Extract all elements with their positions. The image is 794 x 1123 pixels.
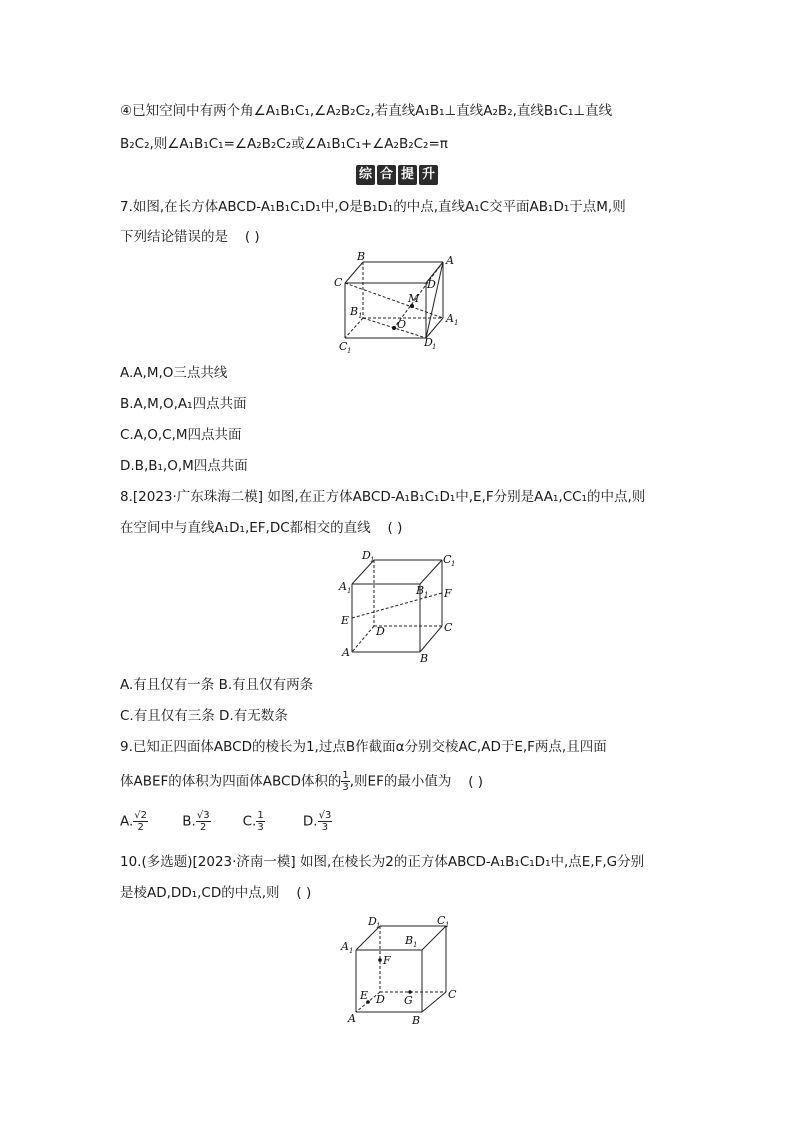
- q7-stem-text: 下列结论错误的是: [120, 229, 228, 245]
- label-sub: 1: [347, 587, 352, 595]
- q9-options: [120, 810, 359, 833]
- item4-line1: ④已知空间中有两个角∠A₁B₁C₁,∠A₂B₂C₂,若直线A₁B₁⊥直线A₂B₂,直线B₁C₁⊥直线: [120, 103, 613, 119]
- q10-figure-cube: [338, 912, 468, 1028]
- label-sub: 1: [347, 347, 352, 355]
- q7-figure-cuboid: [330, 250, 470, 360]
- q8-options-line2: C.有且仅有三条 D.有无数条: [120, 708, 288, 724]
- label-c: C: [448, 988, 457, 1001]
- q9-option-a: A. $\frac{√2}{2}$: [120, 810, 148, 833]
- label-sub: 1: [432, 343, 437, 351]
- label-f: F: [444, 587, 452, 600]
- label-sub: 1: [454, 319, 459, 327]
- label-e: E: [341, 614, 350, 627]
- label-g: G: [404, 994, 413, 1007]
- q8-stem-line1: 8.[2023·广东珠海二模] 如图,在正方体ABCD-A₁B₁C₁D₁中,E,F分别是AA₁,CC₁的中点,则: [120, 489, 646, 505]
- label-a1: A: [339, 580, 347, 593]
- label-e: E: [360, 989, 369, 1002]
- q8-stem-text: 在空间中与直线A₁D₁,EF,DC都相交的直线: [120, 520, 371, 536]
- label-a: A: [446, 254, 454, 267]
- banner-char: 合: [377, 165, 396, 185]
- q7-option-c: C.A,O,C,M四点共面: [120, 427, 242, 443]
- label-a: A: [342, 646, 350, 659]
- label-sub: 1: [376, 922, 381, 930]
- banner-char: 综: [356, 165, 375, 185]
- q10-stem-text: 是棱AD,DD₁,CD的中点,则: [120, 885, 280, 901]
- q9-stem-text: ,则EF的最小值为: [349, 773, 452, 790]
- answer-parenthesis: ( ): [468, 773, 484, 790]
- section-banner: [356, 165, 438, 185]
- label-sub: 1: [424, 591, 429, 599]
- label-d1: D: [362, 549, 371, 562]
- label-b1: B: [416, 584, 425, 597]
- item4-line2: B₂C₂,则∠A₁B₁C₁=∠A₂B₂C₂或∠A₁B₁C₁+∠A₂B₂C₂=π: [120, 136, 448, 152]
- label-b1: B: [350, 305, 359, 318]
- q7-option-b: B.A,M,O,A₁四点共面: [120, 396, 247, 412]
- label-sub: 1: [445, 921, 450, 929]
- label-c1: C: [437, 914, 446, 927]
- label-sub: 1: [358, 312, 363, 320]
- answer-parenthesis: ( ): [387, 520, 403, 536]
- label-d1: D: [368, 915, 377, 928]
- label-b: B: [420, 652, 429, 664]
- q7-option-a: A.A,M,O三点共线: [120, 365, 228, 381]
- label-b: B: [412, 1014, 421, 1027]
- label-sub: 1: [413, 941, 418, 949]
- answer-parenthesis: ( ): [296, 885, 312, 901]
- q9-stem-text: 体ABEF的体积为四面体ABCD体积的: [120, 773, 342, 790]
- point-f: [378, 958, 382, 962]
- point-o: [392, 326, 396, 330]
- q8-figure-cube: [336, 546, 466, 664]
- label-c1: C: [443, 553, 452, 566]
- label-d: D: [427, 278, 436, 291]
- label-b1: B: [405, 934, 414, 947]
- label-c1: C: [339, 340, 348, 353]
- label-sub: 1: [370, 556, 375, 564]
- label-b: B: [357, 250, 366, 263]
- q9-option-b: B. $\frac{√3}{2}$: [182, 810, 210, 833]
- label-c: C: [444, 621, 453, 634]
- q9-stem-line2: [120, 770, 496, 793]
- label-m: M: [408, 292, 420, 305]
- fraction: $\frac{1}{3}$: [342, 770, 349, 793]
- q10-stem-line1: 10.(多选题)[2023·济南一模] 如图,在棱长为2的正方体ABCD-A₁B₁C₁D₁中,点E,F,G分别: [120, 854, 645, 870]
- banner-char: 提: [398, 165, 417, 185]
- label-o: O: [397, 318, 407, 331]
- label-sub: 1: [349, 947, 354, 955]
- q9-stem-line1: 9.已知正四面体ABCD的棱长为1,过点B作截面α分别交棱AC,AD于E,F两点,且四面: [120, 739, 607, 755]
- q7-stem-line2: [120, 228, 272, 246]
- label-c: C: [334, 276, 343, 289]
- label-d: D: [376, 993, 385, 1006]
- label-a: A: [348, 1012, 356, 1025]
- q9-option-d: D. $\frac{√3}{3}$: [302, 810, 332, 833]
- banner-char: 升: [419, 165, 438, 185]
- q7-option-d: D.B,B₁,O,M四点共面: [120, 458, 248, 474]
- q8-options-line1: A.有且仅有一条 B.有且仅有两条: [120, 677, 314, 693]
- label-a1: A: [341, 940, 349, 953]
- label-d: D: [376, 625, 385, 638]
- answer-parenthesis: ( ): [244, 229, 260, 245]
- q10-stem-line2: [120, 884, 324, 902]
- label-f: F: [383, 954, 391, 967]
- q8-stem-line2: [120, 519, 415, 537]
- q7-stem-line1: 7.如图,在长方体ABCD-A₁B₁C₁D₁中,O是B₁D₁的中点,直线A₁C交平面AB₁D₁于点M,则: [120, 199, 626, 215]
- label-sub: 1: [451, 560, 456, 568]
- q9-option-c: C. $\frac{1}{3}$: [242, 810, 264, 833]
- label-a1: A: [446, 312, 454, 325]
- label-d1: D: [424, 336, 433, 349]
